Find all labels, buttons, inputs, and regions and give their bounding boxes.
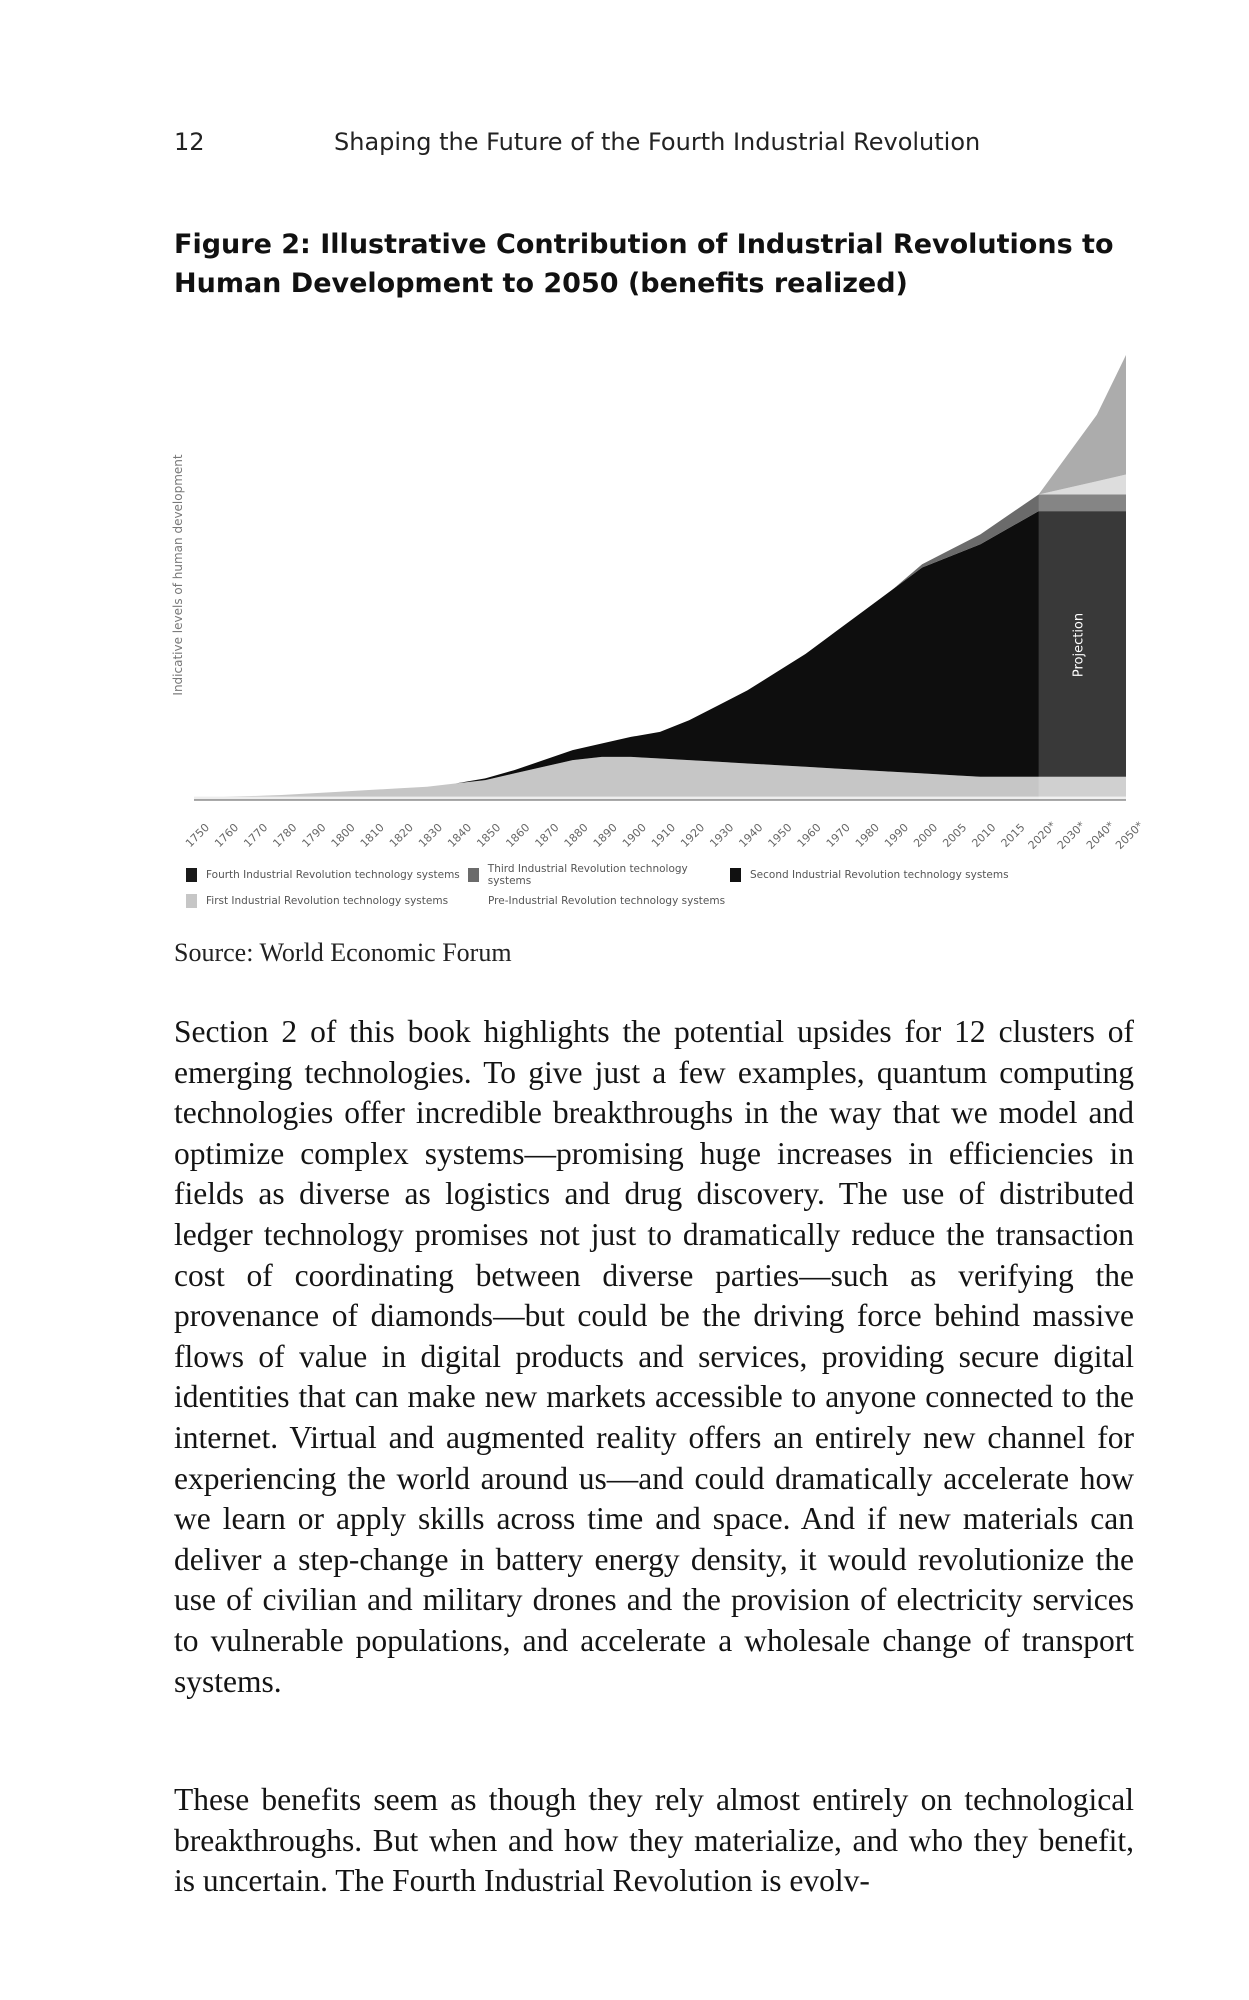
legend-label: Third Industrial Revolution technology systems bbox=[487, 863, 688, 887]
x-tick-label: 1840 bbox=[445, 821, 475, 851]
chart-legend bbox=[186, 862, 1126, 914]
page-number: 12 bbox=[174, 128, 205, 156]
legend-swatch bbox=[468, 894, 479, 908]
legend-label: First Industrial Revolution technology systems bbox=[206, 895, 449, 907]
running-head-title: Shaping the Future of the Fourth Industrial Revolution bbox=[334, 128, 981, 156]
x-tick-labels bbox=[183, 819, 1146, 852]
legend-row bbox=[186, 862, 1126, 888]
body-paragraph-1: Section 2 of this book highlights the potential upsides for 12 clusters of emerging technologies. To give just a few examples, quantum computing technologies offer incredible breakthroughs in the way that we model and optimize complex systems—promising huge increases in efficiencies in fields as diverse as logistics and drug discovery. The use of distributed ledger technology promises not just to dramatically reduce the transaction cost of coordinating between diverse parties—such as verifying the provenance of diamonds—but could be the driving force behind massive flows of value in digital products and services, providing secure digital identities that can make new markets accessible to anyone connected to the internet. Virtual and augmented reality offers an entirely new channel for experiencing the world around us—and could dramatically accelerate how we learn or apply skills across time and space. And if new materials can deliver a step-change in battery energy density, it would revolutionize the use of civilian and military drones and the provision of electricity services to vulnerable populations, and accelerate a wholesale change of transport systems. bbox=[174, 1014, 1134, 1699]
x-tick-label: 1860 bbox=[503, 821, 533, 851]
chart-areas bbox=[194, 355, 1126, 800]
legend-item-fourth bbox=[186, 868, 468, 882]
legend-item-first bbox=[186, 894, 468, 908]
legend-item-third bbox=[468, 863, 730, 887]
legend-swatch bbox=[186, 868, 197, 882]
x-tick-label: 1770 bbox=[241, 821, 271, 851]
x-tick-label: 2040* bbox=[1083, 819, 1117, 852]
figure-source: Source: World Economic Forum bbox=[174, 938, 512, 967]
x-tick-label: 1790 bbox=[299, 821, 329, 851]
x-tick-label: 1920 bbox=[678, 821, 708, 851]
y-axis-label: Indicative levels of human development bbox=[171, 454, 185, 696]
x-tick-label: 1930 bbox=[707, 821, 737, 851]
x-tick-label: 2015 bbox=[998, 821, 1028, 851]
legend-label: Pre-Industrial Revolution technology systems bbox=[488, 895, 726, 907]
x-tick-label: 1830 bbox=[416, 821, 446, 851]
area-chart bbox=[171, 345, 1146, 852]
legend-label: Fourth Industrial Revolution technology systems bbox=[206, 869, 460, 881]
x-tick-label: 1950 bbox=[765, 821, 795, 851]
x-tick-label: 1960 bbox=[794, 821, 824, 851]
figure-title: Figure 2: Illustrative Contribution of Industrial Revolutions to Human Development to 2050 (benefits realized) bbox=[174, 229, 1114, 299]
legend-swatch bbox=[730, 868, 741, 882]
x-tick-label: 1980 bbox=[852, 821, 882, 851]
x-tick-label: 1870 bbox=[532, 821, 562, 851]
x-tick-label: 2000 bbox=[911, 821, 941, 851]
projection-band bbox=[1039, 355, 1126, 800]
projection-label: Projection bbox=[1071, 612, 1087, 678]
x-tick-label: 1760 bbox=[212, 821, 242, 851]
legend-row bbox=[186, 888, 1126, 914]
x-tick-label: 1940 bbox=[736, 821, 766, 851]
x-tick-label: 1880 bbox=[561, 821, 591, 851]
legend-label: Second Industrial Revolution technology systems bbox=[750, 869, 1009, 881]
x-tick-label: 1780 bbox=[270, 821, 300, 851]
legend-swatch bbox=[186, 894, 197, 908]
x-tick-label: 2005 bbox=[940, 821, 970, 851]
x-tick-label: 1850 bbox=[474, 821, 504, 851]
x-tick-label: 1800 bbox=[328, 821, 358, 851]
x-tick-label: 1820 bbox=[386, 821, 416, 851]
x-tick-label: 1810 bbox=[357, 821, 387, 851]
x-tick-label: 2010 bbox=[969, 821, 999, 851]
x-tick-label: 2020* bbox=[1025, 819, 1059, 852]
running-header bbox=[174, 128, 1134, 156]
x-tick-label: 1750 bbox=[183, 821, 213, 851]
x-tick-label: 2050* bbox=[1113, 819, 1146, 852]
x-tick-label: 1900 bbox=[619, 821, 649, 851]
body-paragraph-2: These benefits seem as though they rely almost entirely on technological breakthroughs. But when and how they materialize, and who they benefit, is uncertain. The Fourth Industrial Revolution is evolv- bbox=[174, 1782, 1134, 1899]
x-tick-label: 1890 bbox=[590, 821, 620, 851]
legend-swatch bbox=[468, 868, 479, 882]
legend-item-pre bbox=[468, 894, 725, 908]
area-series-2 bbox=[194, 511, 1126, 797]
x-tick-label: 2030* bbox=[1054, 819, 1088, 852]
x-tick-label: 1990 bbox=[882, 821, 912, 851]
x-tick-label: 1910 bbox=[649, 821, 679, 851]
x-tick-label: 1970 bbox=[823, 821, 853, 851]
legend-item-second bbox=[730, 868, 1009, 882]
